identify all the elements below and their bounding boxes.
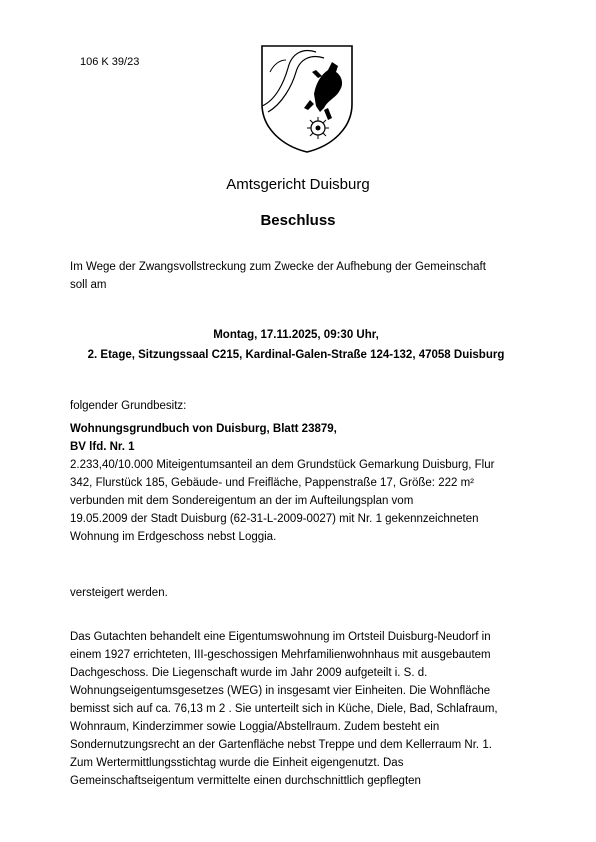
intro-paragraph	[70, 258, 522, 294]
description-line: Sondernutzungsrecht an der Gartenfläche nebst Treppe und dem Kellerraum Nr. 1.	[70, 739, 492, 751]
hearing-block	[70, 325, 522, 365]
coat-of-arms-icon	[258, 42, 356, 154]
intro-line: Im Wege der Zwangsvollstreckung zum Zwecke der Aufhebung der Gemeinschaft	[70, 261, 486, 273]
auction-text: versteigert werden.	[70, 587, 168, 599]
description-line: Das Gutachten behandelt eine Eigentumswohnung im Ortsteil Duisburg-Neudorf in	[70, 631, 491, 643]
description-line: Wohnraum, Kinderzimmer sowie Loggia/Abstellraum. Zudem besteht ein	[70, 721, 440, 733]
description-line: einem 1927 errichteten, III-geschossigen Mehrfamilienwohnhaus mit ausgebautem	[70, 649, 491, 661]
register-line: 342, Flurstück 185, Gebäude- und Freifläche, Pappenstraße 17, Größe: 222 m²	[70, 477, 474, 489]
register-line: 19.05.2009 der Stadt Duisburg (62-31-L-2009-0027) mit Nr. 1 gekennzeichneten	[70, 513, 479, 525]
description-line: Zum Wertermittlungsstichtag wurde die Einheit eigengenutzt. Das	[70, 757, 404, 769]
description-line: Dachgeschoss. Die Liegenschaft wurde im Jahr 2009 aufgeteilt i. S. d.	[70, 667, 428, 679]
description-paragraph	[70, 628, 522, 790]
hearing-date: Montag, 17.11.2025, 09:30 Uhr,	[213, 329, 379, 341]
court-name: Amtsgericht Duisburg	[226, 176, 370, 193]
hearing-place: 2. Etage, Sitzungssaal C215, Kardinal-Galen-Straße 124-132, 47058 Duisburg	[87, 349, 505, 361]
register-line: 2.233,40/10.000 Miteigentumsanteil an dem Grundstück Gemarkung Duisburg, Flur	[70, 459, 495, 471]
case-number: 106 K 39/23	[80, 56, 140, 68]
property-intro: folgender Grundbesitz:	[70, 400, 187, 412]
intro-line: soll am	[70, 279, 107, 291]
description-line: bemisst sich auf ca. 76,13 m 2 . Sie unterteilt sich in Küche, Diele, Bad, Schlafraum,	[70, 703, 498, 715]
register-line: verbunden mit dem Sondereigentum an der im Aufteilungsplan vom	[70, 495, 414, 507]
register-line: Wohnung im Erdgeschoss nebst Loggia.	[70, 531, 277, 543]
document-title: Beschluss	[260, 212, 336, 229]
register-bv: BV lfd. Nr. 1	[70, 441, 135, 453]
description-line: Gemeinschaftseigentum vermittelte einen durchschnittlich gepflegten	[70, 775, 421, 787]
register-heading: Wohnungsgrundbuch von Duisburg, Blatt 23879,	[70, 423, 337, 435]
description-line: Wohnungseigentumsgesetzes (WEG) in insgesamt vier Einheiten. Die Wohnfläche	[70, 685, 491, 697]
register-block	[70, 420, 522, 546]
